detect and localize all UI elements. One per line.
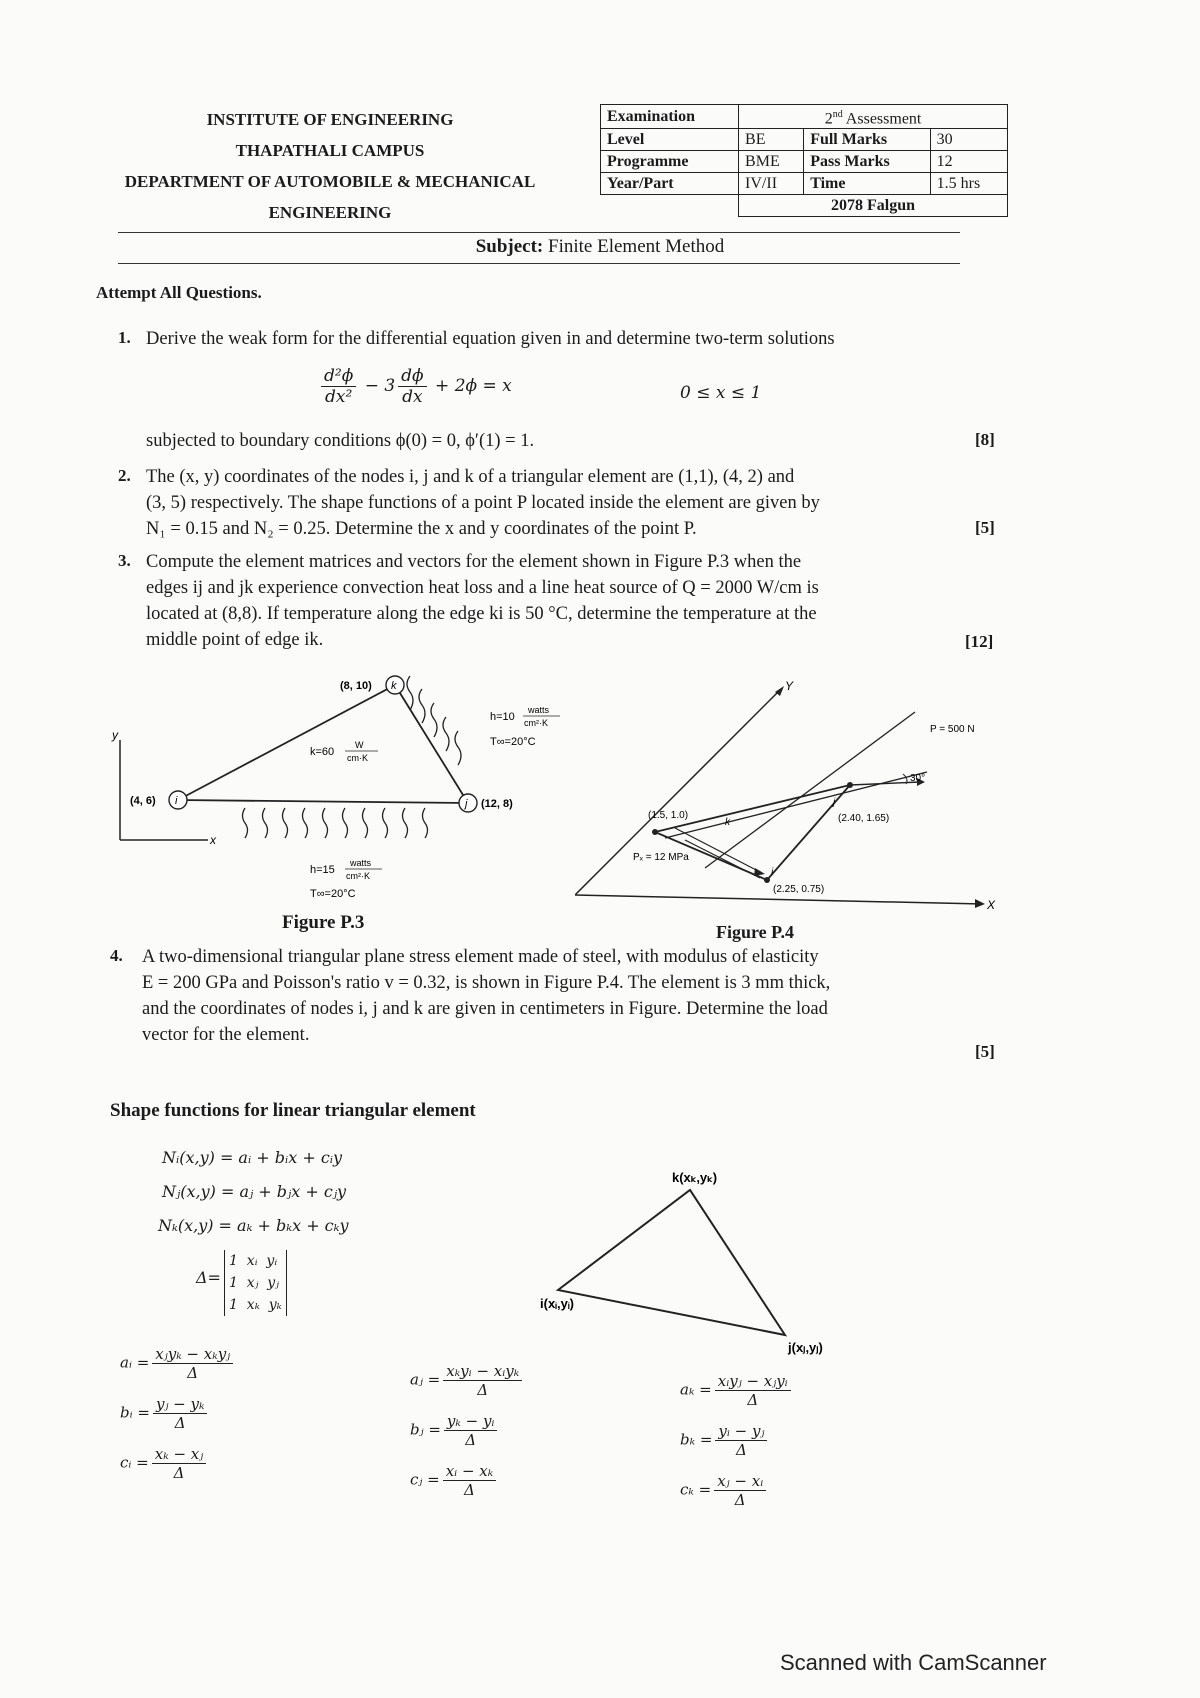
time-label: Time <box>804 173 930 195</box>
q3-line-1: Compute the element matrices and vectors for the element shown in Figure P.3 when the <box>146 552 802 572</box>
fig3-axis-x-label: x <box>210 833 216 847</box>
programme-label: Programme <box>601 151 739 173</box>
det-row-3: 1 xₖ yₖ <box>229 1297 282 1313</box>
fig4-j-label: j <box>833 797 836 808</box>
fig3-h-top-unit-den: cm²·K <box>524 718 548 728</box>
fig3-triangle <box>178 685 468 803</box>
fig4-guide-line <box>705 712 915 868</box>
campus-name: THAPATHALI CAMPUS <box>235 141 425 160</box>
fig4-load-label: P = 500 N <box>930 724 975 735</box>
figure-p3 <box>110 665 580 915</box>
fig3-i-label: i <box>175 795 178 807</box>
coef-ak: aₖ = $\frac{\text{xᵢyⱼ − xⱼyᵢ}}{\Delta}$ <box>680 1372 794 1409</box>
department-line-1: DEPARTMENT OF AUTOMOBILE & MECHANICAL <box>124 172 536 191</box>
fig4-pressure-label: Pₓ = 12 MPa <box>633 852 689 863</box>
fig3-k-label: k <box>391 680 397 692</box>
coef-bi: bᵢ = $\frac{\text{yⱼ − yₖ}}{\Delta}$ <box>120 1395 210 1432</box>
fig3-coord-k: (8, 10) <box>340 680 372 692</box>
fig4-axis-x-label: X <box>987 898 996 912</box>
ref-node-j: j(xⱼ,yⱼ) <box>788 1340 823 1355</box>
q2-marks: [5] <box>975 518 995 537</box>
determinant <box>224 1250 287 1316</box>
fig4-axis-y-label: Y <box>785 679 794 693</box>
subject-value: Finite Element Method <box>548 236 725 257</box>
fig4-y-axis <box>575 690 780 895</box>
fig4-node-i <box>764 877 770 883</box>
coef-ck: cₖ = $\frac{\text{xⱼ − xᵢ}}{\Delta}$ <box>680 1472 769 1509</box>
q3-line-2: edges ij and jk experience convection heat loss and a line heat source of Q = 2000 W/cm is <box>146 578 819 598</box>
instructions: Attempt All Questions. <box>96 283 262 302</box>
det-row-2: 1 xⱼ yⱼ <box>229 1275 279 1291</box>
coef-ci: cᵢ = $\frac{\text{xₖ − xⱼ}}{\Delta}$ <box>120 1445 209 1482</box>
fig3-t-top: T∞=20°C <box>490 736 536 748</box>
session-value: 2078 Falgun <box>739 195 1008 217</box>
fig3-conductivity-unit-den: cm·K <box>347 753 368 763</box>
time-value: 1.5 hrs <box>930 173 1007 195</box>
q4-line-1: A two-dimensional triangular plane stress element made of steel, with modulus of elasticity <box>142 947 819 967</box>
fig3-coord-j: (12, 8) <box>481 798 513 810</box>
department-line-2: ENGINEERING <box>268 203 392 222</box>
q1-boundary-conditions: subjected to boundary conditions ϕ(0) = 0, ϕ′(1) = 1. <box>146 431 535 451</box>
coef-bj: bⱼ = $\frac{\text{yₖ − yᵢ}}{\Delta}$ <box>410 1412 500 1449</box>
q2-number: 2. <box>118 466 131 485</box>
shape-functions-title: Shape functions for linear triangular element <box>110 1100 476 1121</box>
fig3-h-bottom-unit-num: watts <box>350 858 372 868</box>
q4-line-4: vector for the element. <box>142 1025 310 1045</box>
figure-p4-caption: Figure P.4 <box>716 922 795 942</box>
coef-cj: cⱼ = $\frac{\text{xᵢ − xₖ}}{\Delta}$ <box>410 1462 499 1499</box>
fig3-h-bottom: h=15 <box>310 864 335 876</box>
q1-text: Derive the weak form for the differential equation given in and determine two-term solutions <box>146 329 835 349</box>
reference-triangle <box>540 1160 840 1370</box>
fig3-coord-i: (4, 6) <box>130 795 156 807</box>
ref-node-i: i(xᵢ,yᵢ) <box>540 1296 575 1311</box>
full-marks-value: 30 <box>930 129 1007 151</box>
fig4-node-k <box>652 829 658 835</box>
q1-number: 1. <box>118 328 131 347</box>
year-part-label: Year/Part <box>601 173 739 195</box>
fig3-conductivity: k=60 <box>310 746 335 758</box>
fig4-coord-k: (1.5, 1.0) <box>648 810 689 821</box>
fig3-h-top-unit-num: watts <box>528 705 550 715</box>
q1-marks: [8] <box>975 430 995 449</box>
fig4-coord-j: (2.40, 1.65) <box>838 813 890 824</box>
figure-p4 <box>575 670 1010 915</box>
shape-nj: Nⱼ(x,y) = aⱼ + bⱼx + cⱼy <box>162 1182 347 1201</box>
q2-line-3: N₁ = 0.15 and N₂ = 0.25. Determine the x and y coordinates of the point P. <box>146 519 697 539</box>
fig4-k-label: k <box>725 817 730 828</box>
q1-equation: $\frac{\text{d²ϕ}}{\text{dx²}}$ − 3 $\frac{d\phi}{dx}$ + 2ϕ = x <box>318 366 512 407</box>
q3-number: 3. <box>118 551 131 570</box>
divider-bottom <box>118 263 960 264</box>
fig3-convection-bottom-waves <box>243 808 428 838</box>
divider-top <box>118 232 960 233</box>
det-row-1: 1 xᵢ yᵢ <box>229 1253 278 1269</box>
fig3-convection-top-waves <box>407 676 461 765</box>
fig3-node-i <box>169 791 187 809</box>
figure-p3-caption: Figure P.3 <box>282 912 365 933</box>
examination-value: 2nd Assessment <box>739 105 1008 129</box>
ref-triangle-shape <box>558 1190 785 1335</box>
year-part-value: IV/II <box>739 173 804 195</box>
coef-bk: bₖ = $\frac{\text{yᵢ − yⱼ}}{\Delta}$ <box>680 1422 770 1459</box>
fig3-h-bottom-unit-den: cm²·K <box>346 871 370 881</box>
pass-marks-value: 12 <box>930 151 1007 173</box>
level-label: Level <box>601 129 739 151</box>
examination-label: Examination <box>601 105 739 129</box>
fig4-coord-i: (2.25, 0.75) <box>773 884 825 895</box>
fig3-node-j <box>459 794 477 812</box>
fig3-j-label: j <box>465 798 468 810</box>
scanner-watermark: Scanned with CamScanner <box>780 1650 1047 1675</box>
institution-header <box>100 104 560 228</box>
fig4-angle: 30° <box>910 773 926 784</box>
subject-line <box>0 236 1200 258</box>
q4-marks: [5] <box>975 1042 995 1061</box>
q3-marks: [12] <box>965 632 994 651</box>
institute-name: INSTITUTE OF ENGINEERING <box>206 110 454 129</box>
level-value: BE <box>739 129 804 151</box>
q3-line-4: middle point of edge ik. <box>146 630 324 650</box>
coef-aj: aⱼ = $\frac{\text{xₖyᵢ − xᵢyₖ}}{\Delta}$ <box>410 1362 525 1399</box>
fig3-h-top: h=10 <box>490 711 515 723</box>
shape-nk: Nₖ(x,y) = aₖ + bₖx + cₖy <box>158 1216 349 1235</box>
fig3-t-bottom: T∞=20°C <box>310 888 356 900</box>
fig3-axis-y-label: y <box>112 728 118 742</box>
q3-line-3: located at (8,8). If temperature along the edge ki is 50 °C, determine the temperature at the <box>146 604 817 624</box>
fig3-conductivity-unit-num: W <box>355 740 364 750</box>
programme-value: BME <box>739 151 804 173</box>
shape-ni: Nᵢ(x,y) = aᵢ + bᵢx + cᵢy <box>162 1148 343 1167</box>
q4-number: 4. <box>110 946 123 965</box>
coef-ai: aᵢ = $\frac{\text{xⱼyₖ − xₖyⱼ}}{\Delta}$ <box>120 1345 236 1382</box>
subject-label: Subject: <box>475 236 544 257</box>
fig4-x-axis <box>575 895 983 904</box>
pass-marks-label: Pass Marks <box>804 151 930 173</box>
exam-info-table <box>600 104 1008 217</box>
q4-line-3: and the coordinates of nodes i, j and k are given in centimeters in Figure. Determine the load <box>142 999 828 1019</box>
delta-label: Δ= <box>196 1268 221 1287</box>
q4-line-2: E = 200 GPa and Poisson's ratio v = 0.32, is shown in Figure P.4. The element is 3 mm thick, <box>142 973 831 993</box>
ref-node-k: k(xₖ,yₖ) <box>672 1170 718 1185</box>
fig4-i-label: i <box>771 867 774 878</box>
q1-domain: 0 ≤ x ≤ 1 <box>680 383 762 403</box>
q2-line-1: The (x, y) coordinates of the nodes i, j and k of a triangular element are (1,1), (4, 2) and <box>146 467 795 487</box>
q2-line-2: (3, 5) respectively. The shape functions of a point P located inside the element are given by <box>146 493 820 513</box>
fig4-guide-line-2 <box>665 772 927 838</box>
full-marks-label: Full Marks <box>804 129 930 151</box>
